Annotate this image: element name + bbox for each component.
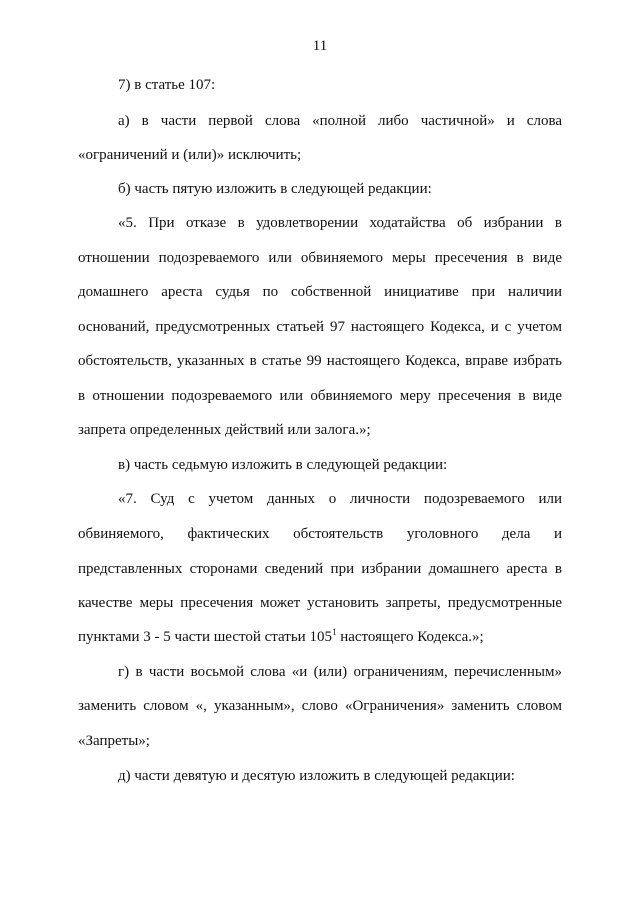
paragraph-line: д) части девятую и десятую изложить в следующей редакции: <box>118 768 515 784</box>
paragraph-line: обвиняемого, фактических обстоятельств уголовного дела и <box>78 526 562 542</box>
paragraph-line: оснований, предусмотренных статьей 97 настоящего Кодекса, и с учетом <box>78 319 562 335</box>
paragraph-line: «7. Суд с учетом данных о личности подозреваемого или <box>118 491 562 507</box>
paragraph-line: в) часть седьмую изложить в следующей редакции: <box>118 457 448 473</box>
paragraph-line: а) в части первой слова «полной либо частичной» и слова <box>118 113 562 129</box>
paragraph-line: «Запреты»; <box>78 733 150 749</box>
paragraph-line: домашнего ареста судья по собственной инициативе при наличии <box>78 284 562 300</box>
paragraph-line: представленных сторонами сведений при избрании домашнего ареста в <box>78 561 562 577</box>
paragraph-line: отношении подозреваемого или обвиняемого меры пресечения в виде <box>78 250 562 266</box>
paragraph-line: в отношении подозреваемого или обвиняемого меру пресечения в виде <box>78 388 562 404</box>
page-number: 11 <box>312 38 328 54</box>
paragraph-line: г) в части восьмой слова «и (или) ограничениям, перечисленным» <box>118 664 562 680</box>
paragraph-line: обстоятельств, указанных в статье 99 настоящего Кодекса, вправе избрать <box>78 353 562 369</box>
paragraph-line <box>78 628 562 646</box>
paragraph-line: качестве меры пресечения может установить запреты, предусмотренные <box>78 595 562 611</box>
paragraph-line: 7) в статье 107: <box>118 77 216 93</box>
superscript: 1 <box>331 627 337 637</box>
paragraph-line: заменить словом «, указанным», слово «Ограничения» заменить словом <box>78 698 562 714</box>
paragraph-line: запрета определенных действий или залога.»; <box>78 422 371 438</box>
paragraph-line: б) часть пятую изложить в следующей редакции: <box>118 181 432 197</box>
paragraph-line: «ограничений и (или)» исключить; <box>78 147 302 163</box>
text-run: настоящего Кодекса.»; <box>336 629 484 645</box>
text-run: пунктами 3 - 5 части шестой статьи 105 <box>78 629 332 645</box>
paragraph-line: «5. При отказе в удовлетворении ходатайства об избрании в <box>118 215 562 231</box>
